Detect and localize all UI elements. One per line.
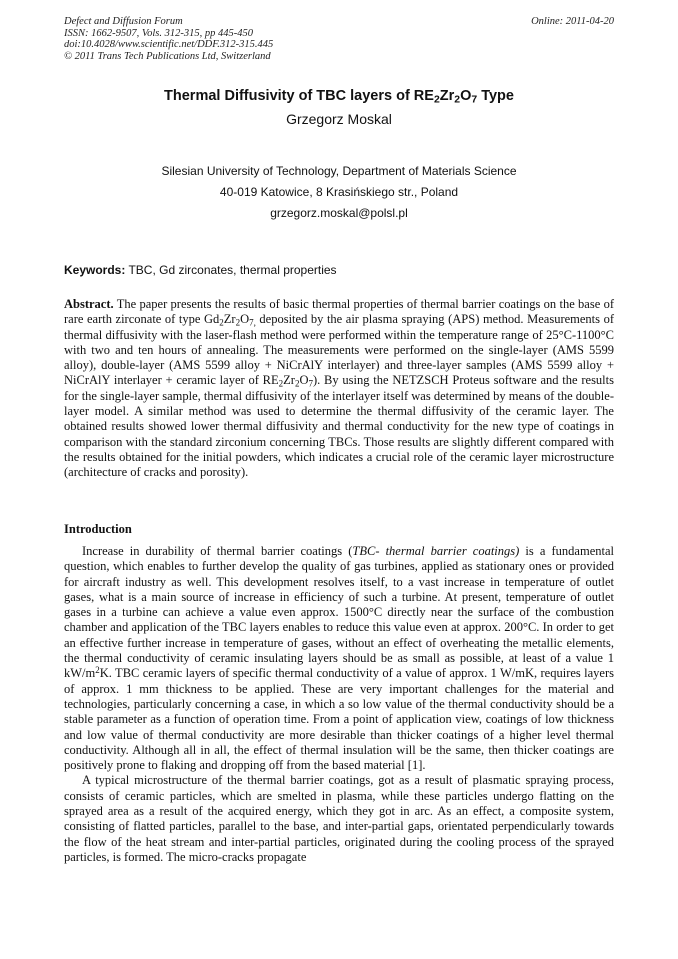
affiliation-line-1: Silesian University of Technology, Department of Materials Science: [161, 164, 517, 178]
copyright-line: © 2011 Trans Tech Publications Ltd, Switzerland: [64, 50, 271, 62]
intro-paragraph-1: Increase in durability of thermal barrier coatings (TBC- thermal barrier coatings) is a fundamental question, which enables to further develop the quality of gas turbines, applied as stationary ones or provided for aircraft industry as well. This development resolves itself, to a vast increase in temperature of outlet gases, what is a main source of increase in efficiency of such a turbine. At present, temperature of outlet gases in a turbine can achieve a value even approx. 1500°C directly near the surface of the combustion chamber and application of the TBC layers enables to reduce this value even at approx. 200°C. In order to get an effective further increase in temperature of gases, without an effect of overheating the metallic elements, the thermal conductivity of ceramic insulating layers should be as small as possible, at least of a value 1 $kW/m^2K$. TBC ceramic layers of specific thermal conductivity of a value of approx. 1 W/mK, requires layers of approx. 1 mm thickness to be applied. These are very important challenges for the material and technologies, particularly concerning a case, in which a so low value of the thermal conductivity should be a stable parameter as a function of operation time. From a point of application view, coatings of low thickness and low value of thermal conductivity are more desirable than thicker coatings of a higher level thermal conductivity. Although all in all, the effect of thermal insulation will be the same, then thicker coatings are positively prone to flaking and dropping off from the based material [1].: [64, 544, 614, 773]
doi-line: doi:10.4028/www.scientific.net/DDF.312-315.445: [64, 39, 274, 50]
paper-title: Thermal Diffusivity of TBC layers of $RE_2Zr_2O_7$ Type: [164, 88, 514, 106]
keywords: [64, 263, 337, 277]
author-name: Grzegorz Moskal: [286, 111, 392, 127]
introduction-body: [64, 544, 614, 865]
keywords-label: Keywords:: [64, 263, 126, 277]
abstract-label: Abstract.: [64, 297, 114, 311]
online-date: Online: 2011-04-20: [531, 16, 614, 27]
introduction-heading: Introduction: [64, 522, 132, 536]
journal-name: Defect and Diffusion Forum: [64, 16, 183, 27]
issn-line: ISSN: 1662-9507, Vols. 312-315, pp 445-450: [64, 27, 253, 39]
journal-header: [64, 16, 273, 62]
intro-paragraph-2: A typical microstructure of the thermal barrier coatings, got as a result of plasmatic spraying process, consists of ceramic particles, which are smelted in plasma, while these particles undergo flatting on the sprayed area as a result of the acquired energy, which they got in arc. As an effect, a composite system, consisting of flatted particles, parallel to the base, and inter-partial gaps, orientated perpendicularly towards the flow of the heat stream and inter-partial particles, originated during the cooling process of the sprayed particles, is formed. The micro-cracks propagate: [64, 773, 614, 864]
affiliation-line-2: 40-019 Katowice, 8 Krasińskiego str., Poland: [219, 185, 459, 199]
keywords-text: TBC, Gd zirconates, thermal properties: [125, 263, 337, 277]
abstract: Abstract. The paper presents the results of basic thermal properties of thermal barrier coatings on the base of rare earth zirconate of type $Gd_2Zr_2O_{7,}$ deposited by the air plasma spraying (APS) method. Measurements of thermal diffusivity with the laser-flash method were performed within the temperature range of 25°C-1100°C with two and ten hours of annealing. The measurements were performed on the single-layer (AMS 5599 alloy), double-layer (AMS 5599 alloy + NiCrAlY interlayer) and three-layer samples (AMS 5599 alloy + NiCrAlY interlayer + ceramic layer of $RE_2Zr_2O_7$). By using the NETZSCH Proteus software and the results for the single-layer sample, thermal diffusivity of the interlayer itself was determined by means of the double-layer model. A similar method was used to determine the thermal diffusivity of the ceramic layer. The obtained results showed lower thermal diffusivity and thermal conductivity for the new type of coatings in comparison with the standard zirconium concerning TBCs. Those results are slightly different compared with the results obtained for the initial powders, which indicates a crucial role of the ceramic layer microstructure (architecture of cracks and porosity).: [64, 297, 614, 480]
author-email: grzegorz.moskal@polsl.pl: [270, 206, 408, 220]
